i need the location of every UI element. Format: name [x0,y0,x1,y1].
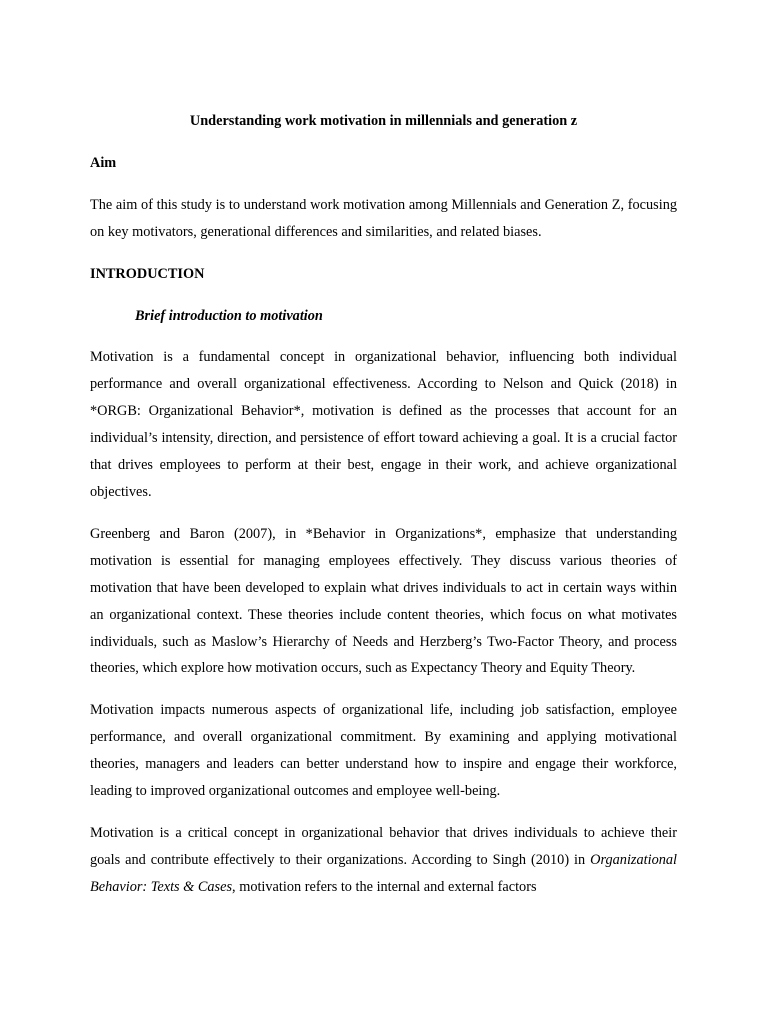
introduction-heading: INTRODUCTION [90,265,205,282]
paragraph-4 [90,820,677,901]
paragraph-4-book-title: Organizational Behavior: Texts & Cases [90,851,677,895]
paragraph-1: Motivation is a fundamental concept in organizational behavior, influencing both individual performance and overall organizational effectiveness. According to Nelson and Quick (2018) in *ORGB: Organizational Behavior*, motivation is defined as the processes that account for an individual’s intensity, direction, and persistence of effort toward achieving a goal. It is a crucial factor that drives employees to perform at their best, engage in their work, and achieve organizational objectives. [90,349,677,500]
paragraph-2: Greenberg and Baron (2007), in *Behavior in Organizations*, emphasize that understanding motivation is essential for managing employees effectively. They discuss various theories of motivation that have been developed to explain what drives individuals to act in certain ways within an organizational context. These theories include content theories, which focus on what motivates individuals, such as Maslow’s Hierarchy of Needs and Herzberg’s Two-Factor Theory, and process theories, which explore how motivation occurs, such as Expectancy Theory and Equity Theory. [90,525,677,677]
paragraph-3: Motivation impacts numerous aspects of organizational life, including job satisfaction, employee performance, and overall organizational commitment. By examining and applying motivational theories, managers and leaders can better understand how to inspire and engage their workforce, leading to improved organizational outcomes and employee well-being. [90,702,677,800]
paragraph-4-end: , motivation refers to the internal and external factors [232,878,537,895]
aim-heading: Aim [90,154,117,171]
document-title: Understanding work motivation in millennials and generation z [189,113,578,129]
motivation-subheading: Brief introduction to motivation [135,307,323,324]
paragraph-4-start: Motivation is a critical concept in organizational behavior that drives individuals to achieve their goals and contribute effectively to their organizations. According to Singh (2010) in [90,824,677,868]
document-body [90,108,677,916]
aim-paragraph: The aim of this study is to understand work motivation among Millennials and Generation Z, focusing on key motivators, generational differences and similarities, and related biases. [90,196,677,240]
